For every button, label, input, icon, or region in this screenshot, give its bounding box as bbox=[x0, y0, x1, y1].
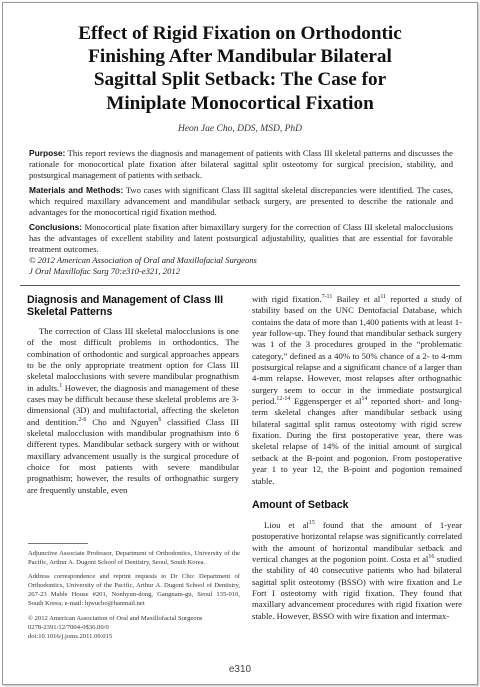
page-number: e310 bbox=[228, 664, 252, 675]
right-column bbox=[252, 294, 462, 622]
abstract-citation: J Oral Maxillofac Surg 70:e310-e321, 2012 bbox=[29, 266, 180, 276]
title-line: Effect of Rigid Fixation on Orthodontic bbox=[78, 23, 402, 44]
body-text: Eggensperger et al bbox=[290, 396, 362, 407]
body-text: studied the stability of 40 consecutive patients who had bilateral sagittal split osteotomy (BSSO) with wire fixation and Le Fort I osteotomy with rigid fixation. They found that maxillary advancement procedures with rigid fixation were stable. However, BSSO with wire fixation and intermax- bbox=[252, 553, 462, 621]
body-text: Bailey et al bbox=[332, 294, 381, 304]
methods-label: Materials and Methods: bbox=[29, 185, 124, 195]
abstract-purpose bbox=[29, 148, 453, 181]
title-line: Finishing After Mandibular Bilateral bbox=[88, 46, 392, 68]
body-text: The correction of Class III skeletal malocclusions is one of the most difficult problems in orthodontics. The combination of orthodontic and surgical approaches appears to be the only appropriate treatment option for Class III skeletal malocclusions with severe mandibular prognathism in adults. bbox=[27, 326, 239, 393]
footnote-issn: 0278-2391/12/7004-0$36.00/0 bbox=[28, 623, 109, 631]
footnote-affiliation: Adjunctive Associate Professor, Department of Orthodontics, University of the Pacific, Arthur A. Dugoni School of Dentistry, Seoul, South Korea. bbox=[28, 550, 240, 567]
body-text: Liou et al bbox=[264, 519, 309, 530]
footnote-copyright: © 2012 American Association of Oral and Maxillofacial Surgeons bbox=[28, 614, 203, 622]
purpose-text: This report reviews the diagnosis and management of patients with Class III skeletal patterns and discusses the rationale for monocortical plate fixation after bilateral sagittal split osteotomy for surgical precision, stability, and postsurgical management of patients with setback. bbox=[29, 148, 453, 180]
body-text: reported short- and long-term skeletal changes after mandibular setback using bilateral sagittal split ramus osteotomy with rigid screw fixation. During the first postoperative year, there was skeletal relapse of 14% of the initial amount of surgical setback at the B-point and pogonion. From postoperative year 1 to year 12, the B-point and pogonion remained stable. bbox=[252, 396, 462, 486]
body-text: However, the diagnosis and management of these cases may be difficult because these skeletal problems are 3-dimensional (3D) and multifactorial, affecting the skeleton and dentition. bbox=[27, 382, 239, 427]
title-line: Sagittal Split Setback: The Case for bbox=[93, 69, 387, 91]
methods-text: Two cases with significant Class III sagittal skeletal discrepancies were identified. The cases, which required maxillary advancement and mandibular setback surgery, are presented to describe the rationale and advantages for the monocortical rigid fixation method. bbox=[29, 185, 453, 217]
reference-link[interactable]: 11 bbox=[380, 294, 387, 301]
body-paragraph bbox=[252, 520, 462, 622]
section-heading-diagnosis: Diagnosis and Management of Class III Skeletal Patterns bbox=[27, 294, 224, 318]
abstract bbox=[29, 148, 453, 277]
footnote-doi[interactable]: doi:10.1016/j.joms.2011.09.015 bbox=[28, 632, 113, 640]
conclusions-text: Monocortical plate fixation after bimaxillary surgery for the correction of Class III skeletal malocclusions has the advantages of excellent stability and latent postsurgical adjustability, qualities that are essential for favorable treatment outcomes. bbox=[29, 222, 453, 254]
reference-link[interactable]: 7-11 bbox=[321, 294, 333, 301]
abstract-conclusions bbox=[29, 222, 453, 255]
reference-link[interactable]: 16 bbox=[428, 553, 435, 560]
header-divider bbox=[20, 285, 460, 286]
reference-link[interactable]: 12-14 bbox=[276, 396, 291, 403]
section-heading-setback: Amount of Setback bbox=[252, 498, 349, 511]
reference-link[interactable]: 1 bbox=[59, 382, 63, 389]
conclusions-label: Conclusions: bbox=[29, 222, 83, 232]
left-column bbox=[27, 294, 239, 496]
footnote-address: Address correspondence and reprint requests to Dr Cho: Department of Orthodontics, University of the Pacific, Arthur A. Dugoni School of Dentistry, 267-23 Mable House #201, Nonhyun-dong, Gangnam-gu, Seoul 135-010, South Korea; e-mail: hjwucho@hanmail.net bbox=[28, 573, 240, 608]
body-text: found that the amount of 1-year postoperative horizontal relapse was significantly correlated with the amount of horizontal mandibular setback and vertical changes at the pogonion point. Costa et al bbox=[252, 519, 463, 564]
body-text: classified Class III skeletal malocclusion with mandibular prognathism into 6 different types. Mandibular setback surgery with or without maxillary advancement usually is the surgical procedure of choice for most patients with severe mandibular prognathism; however, the results of orthognathic surgery are frequently unstable, even bbox=[27, 416, 240, 495]
footnotes bbox=[28, 549, 240, 641]
abstract-copyright: © 2012 American Association of Oral and Maxillofacial Surgeons bbox=[29, 255, 257, 265]
body-text: Cho and Nguyen bbox=[86, 416, 159, 427]
body-text: reported a study of stability based on the UNC Dentofacial Database, which contains the data of more than 1,400 patients with at least 1-year follow-up. They found that mandibular setback surgery was 1 of the 3 procedures grouped in the “problematic category,” defined as a 40% to 50% chance of a 2- to 4-mm postsurgical relapse and a significant chance of a larger than 4-mm relapse. However, most relapses after orthognathic surgery seem to occur in the immediate postsurgical period. bbox=[252, 294, 462, 407]
author-byline: Heon Jae Cho, DDS, MSD, PhD bbox=[177, 124, 302, 134]
body-text: with rigid fixation. bbox=[252, 294, 322, 304]
reference-link[interactable]: 2-6 bbox=[78, 416, 87, 423]
body-paragraph bbox=[252, 294, 462, 487]
article-title bbox=[20, 22, 460, 115]
body-paragraph bbox=[27, 326, 239, 496]
reference-link[interactable]: 6 bbox=[158, 416, 162, 423]
reference-link[interactable]: 15 bbox=[308, 519, 315, 526]
title-line: Miniplate Monocortical Fixation bbox=[106, 92, 374, 114]
purpose-label: Purpose: bbox=[29, 148, 66, 158]
footnote-divider bbox=[28, 543, 88, 544]
abstract-methods bbox=[29, 185, 453, 218]
reference-link[interactable]: 14 bbox=[361, 396, 368, 403]
